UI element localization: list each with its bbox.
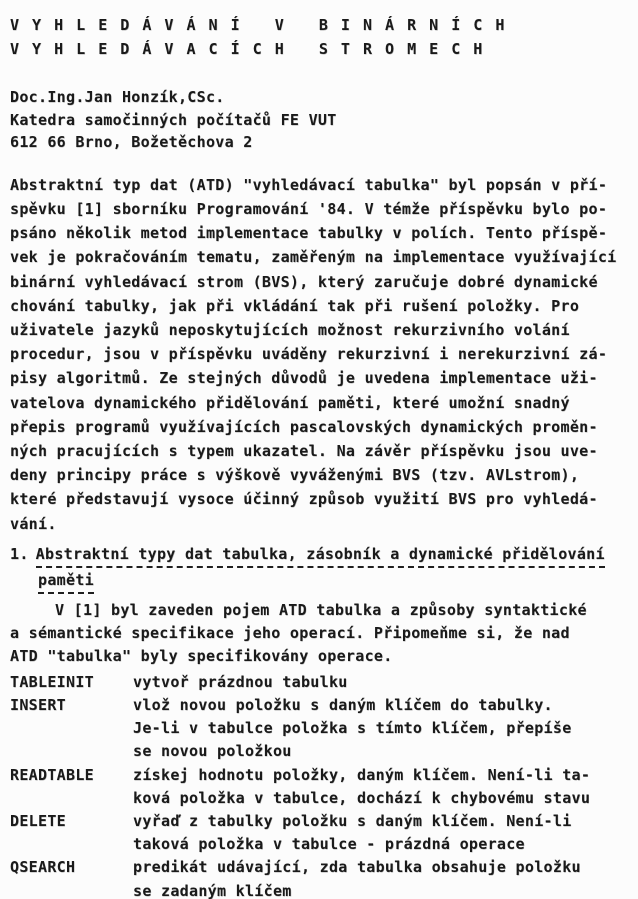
operation-term: TABLEINIT: [10, 672, 94, 691]
operation-term: READTABLE: [10, 765, 94, 784]
paragraph-line: ATD "tabulka" byly specifikovány operace.: [10, 646, 393, 665]
abstract-line: procedur, jsou v příspěvku uváděny rekurzivní i nerekurzivní zá-: [10, 345, 608, 364]
operation-definition: [133, 764, 634, 810]
definition-line: predikát udávající, zda tabulka obsahuje položku: [133, 858, 581, 877]
definition-line: vytvoř prázdnou tabulku: [133, 672, 348, 691]
paragraph-line: V [1] byl zaveden pojem ATD tabulka a způsoby syntaktické: [55, 600, 587, 619]
document-title: [10, 13, 634, 61]
abstract-line: spěvku [1] sborníku Programování '84. V témže příspěvku bylo po-: [10, 199, 608, 218]
definition-line: se novou položkou: [133, 742, 292, 761]
operation-row: [10, 764, 634, 810]
paragraph-line: a sémantické specifikace jeho operací. Připomeňme si, že nad: [10, 623, 570, 642]
definition-line: taková položka v tabulce - prázdná operace: [133, 835, 525, 854]
definition-line: Je-li v tabulce položka s tímto klíčem, přepíše: [133, 719, 572, 738]
abstract-line: přepis programů využívajících pascalovských dynamických proměn-: [10, 417, 598, 436]
abstract-line: chování tabulky, jak při vkládání tak při rušení položky. Pro: [10, 296, 580, 315]
section-number: 1.: [10, 544, 29, 563]
definition-line: získej hodnotu položky, daným klíčem. Není-li ta-: [133, 765, 591, 784]
document-title-line-1: V Y H L E D Á V Á N Í V B I N Á R N Í C H: [10, 16, 507, 34]
author-affiliation: Katedra samočinných počítačů FE VUT: [10, 110, 337, 129]
abstract-line: uživatele jazyků neposkytujících možnost rekurzivního volání: [10, 321, 570, 339]
operation-row: [10, 671, 634, 694]
section-1-paragraph: [10, 599, 634, 668]
operation-term: INSERT: [10, 696, 66, 715]
abstract-line: vatelova dynamického přidělování paměti, které umožní snadný: [10, 393, 570, 412]
document-title-line-2: V Y H L E D Á V A C Í C H S T R O M E C H: [10, 40, 485, 58]
operation-definition: [133, 856, 634, 899]
abstract-line: které představují vysoce účinný způsob využití BVS pro vyhledá-: [10, 490, 598, 509]
abstract-line: vek je pokračováním tematu, zaměřeným na implementace využívající: [10, 248, 617, 267]
abstract-line: ných pracujících s typem ukazatel. Na závěr příspěvku jsou uve-: [10, 442, 598, 461]
abstract-line: Abstraktní typ dat (ATD) "vyhledávací tabulka" byl popsán v pří-: [10, 175, 608, 194]
abstract-line: vání.: [10, 514, 57, 533]
operations-table: [10, 671, 634, 899]
definition-line: se zadaným klíčem: [133, 881, 292, 899]
abstract-line: pisy algoritmů. Ze stejných důvodů je uvedena implementace uži-: [10, 369, 598, 388]
operation-row: [10, 694, 634, 764]
definition-line: vyřaď z tabulky položku s daným klíčem. Není-li: [133, 812, 572, 831]
author-name: Doc.Ing.Jan Honzík,CSc.: [10, 88, 225, 106]
abstract-paragraph: [10, 173, 634, 536]
author-address: 612 66 Brno, Božetěchova 2: [10, 133, 253, 152]
abstract-line: binární vyhledávací strom (BVS), který zaručuje dobré dynamické: [10, 272, 598, 291]
operation-definition: [133, 694, 634, 764]
section-1-heading: [10, 542, 634, 594]
operation-term: DELETE: [10, 812, 66, 831]
author-block: [10, 86, 634, 154]
section-heading-continuation: paměti: [38, 568, 94, 594]
definition-line: ková položka v tabulce, dochází k chybovému stavu: [133, 788, 591, 807]
abstract-line: deny principy práce s výškově vyváženými BVS (tzv. AVLstrom),: [10, 466, 580, 485]
operation-row: [10, 810, 634, 856]
section-heading-text: Abstraktní typy dat tabulka, zásobník a dynamické přidělování: [36, 542, 605, 568]
operation-row: [10, 856, 634, 899]
abstract-line: psáno několik metod implementace tabulky v polích. Tento příspě-: [10, 224, 608, 243]
definition-line: vlož novou položku s daným klíčem do tabulky.: [133, 696, 553, 715]
operation-definition: [133, 671, 634, 694]
operation-definition: [133, 810, 634, 856]
operation-term: QSEARCH: [10, 858, 76, 877]
